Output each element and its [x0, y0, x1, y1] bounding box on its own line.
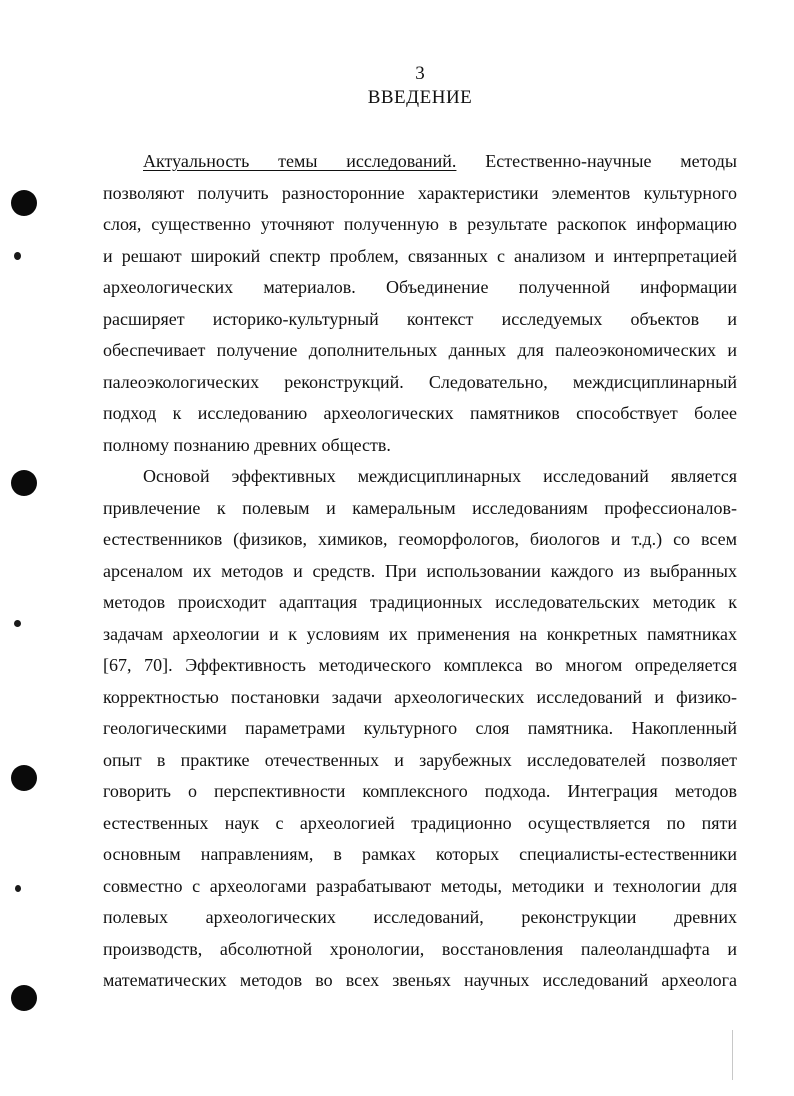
punch-hole — [11, 765, 37, 791]
paragraph-line: естественников (физиков, химиков, геоморфологов, биологов и т.д.) со всем — [103, 529, 737, 549]
paragraph-line: и решают широкий спектр проблем, связанных с анализом и интерпретацией — [103, 245, 737, 266]
paragraph-line: расширяет историко-культурный контекст исследуемых объектов и — [103, 308, 737, 329]
paragraph-line: опыт в практике отечественных и зарубежных исследователей позволяет — [103, 749, 737, 770]
scan-edge-line — [732, 1030, 733, 1080]
document-body — [103, 146, 737, 997]
paragraph-line: [67, 70]. Эффективность методического комплекса во многом определяется — [103, 655, 737, 675]
scan-speck — [15, 885, 21, 892]
paragraph-line: говорить о перспективности комплексного подхода. Интеграция методов — [103, 781, 737, 801]
page-title: ВВЕДЕНИЕ — [367, 87, 473, 108]
punch-hole — [11, 470, 37, 496]
paragraph-line: методов происходит адаптация традиционных исследовательских методик к — [103, 592, 737, 612]
paragraph-line: слоя, существенно уточняют полученную в результате раскопок информацию — [103, 214, 737, 234]
punch-hole — [11, 985, 37, 1011]
paragraph-line: археологических материалов. Объединение полученной информации — [103, 277, 737, 297]
paragraph-line: позволяют получить разносторонние характеристики элементов культурного — [103, 182, 737, 203]
paragraph-line: совместно с археологами разрабатывают методы, методики и технологии для — [103, 875, 737, 896]
paragraph-line: корректностью постановки задачи археологических исследований и физико- — [103, 686, 737, 707]
section-lead: Актуальность темы исследований. — [143, 151, 457, 171]
paragraph-line: Основой эффективных междисциплинарных исследований является — [143, 466, 737, 486]
paragraph-line: обеспечивает получение дополнительных данных для палеоэкономических и — [103, 340, 737, 360]
paragraph-line: привлечение к полевым и камеральным исследованиям профессионалов- — [103, 497, 737, 518]
scan-speck — [14, 620, 21, 627]
paragraph-line: задачам археологии и к условиям их применения на конкретных памятниках — [103, 623, 737, 644]
paragraph-line: подход к исследованию археологических памятников способствует более — [103, 403, 737, 423]
punch-hole — [11, 190, 37, 216]
paragraph-line: полевых археологических исследований, реконструкции древних — [103, 907, 737, 927]
paragraph-line: полному познанию древних обществ. — [103, 434, 391, 455]
paragraph-line: арсеналом их методов и средств. При использовании каждого из выбранных — [103, 560, 737, 581]
paragraph-line: естественных наук с археологией традиционно осуществляется по пяти — [103, 812, 737, 833]
paragraph-line: геологическими параметрами культурного слоя памятника. Накопленный — [103, 718, 737, 738]
paragraph-line: производств, абсолютной хронологии, восстановления палеоландшафта и — [103, 938, 737, 959]
page-number: 3 — [415, 63, 425, 84]
paragraph-line: основным направлениям, в рамках которых специалисты-естественники — [103, 844, 737, 864]
paragraph-line: математических методов во всех звеньях научных исследований археолога — [103, 970, 737, 990]
paragraph-line: палеоэкологических реконструкций. Следовательно, междисциплинарный — [103, 371, 737, 392]
line-text: Естественно-научные методы — [485, 151, 737, 171]
paragraph-line — [103, 146, 737, 178]
scan-speck — [14, 252, 21, 260]
